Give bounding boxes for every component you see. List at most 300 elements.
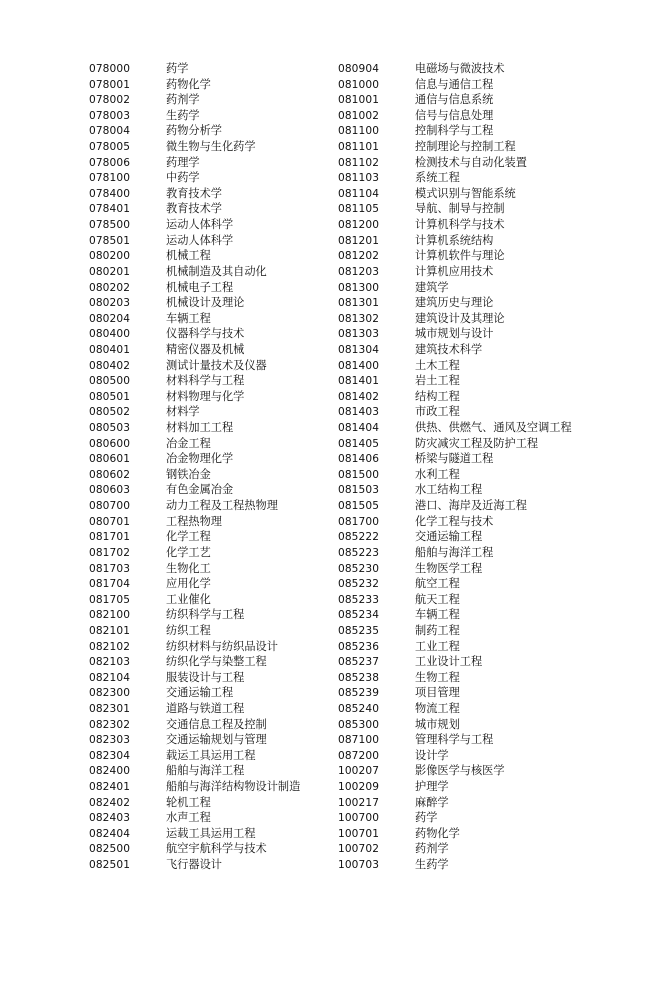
- program-name: 教育技术学: [166, 202, 222, 216]
- program-name: 计算机系统结构: [415, 233, 494, 247]
- program-code: 081705: [89, 593, 131, 606]
- program-name: 制药工程: [415, 623, 460, 637]
- program-name: 中药学: [166, 171, 200, 185]
- program-code: 082300: [89, 687, 131, 700]
- list-item: [89, 529, 300, 545]
- program-code: 080203: [89, 297, 131, 310]
- program-name: 仪器科学与技术: [166, 327, 245, 341]
- program-name: 建筑历史与理论: [415, 296, 494, 310]
- program-name: 飞行器设计: [166, 858, 222, 872]
- program-code: 081304: [338, 343, 380, 356]
- list-item: [89, 795, 300, 811]
- program-code: 085238: [338, 671, 380, 684]
- program-code: 100207: [338, 765, 380, 778]
- list-item: [89, 498, 300, 514]
- program-name: 教育技术学: [166, 186, 222, 200]
- program-code: 078000: [89, 63, 131, 75]
- program-name: 微生物与生化药学: [166, 140, 256, 154]
- program-code: 080200: [89, 250, 131, 263]
- program-code: 080401: [89, 343, 131, 356]
- list-item: [89, 233, 300, 249]
- list-item: [338, 623, 572, 639]
- program-code: 081001: [338, 94, 380, 107]
- list-item: [338, 389, 572, 405]
- list-item: [89, 389, 300, 405]
- list-item: [338, 264, 572, 280]
- program-code: 085240: [338, 702, 380, 715]
- program-code: 081404: [338, 422, 380, 435]
- program-code: 080904: [338, 63, 380, 75]
- list-item: [338, 201, 572, 217]
- program-code: 081201: [338, 234, 380, 247]
- list-item: [338, 404, 572, 420]
- program-name: 船舶与海洋工程: [415, 545, 494, 559]
- list-item: [338, 607, 572, 623]
- program-name: 管理科学与工程: [415, 733, 494, 747]
- program-name: 药物分析学: [166, 124, 222, 138]
- list-item: [89, 139, 300, 155]
- program-code: 082301: [89, 702, 131, 715]
- program-name: 工业工程: [415, 639, 460, 653]
- list-item: [89, 77, 300, 93]
- program-name: 机械制造及其自动化: [166, 264, 267, 278]
- program-code: 085234: [338, 609, 380, 622]
- list-item: [338, 482, 572, 498]
- list-item: [338, 420, 572, 436]
- program-code: 081102: [338, 156, 380, 169]
- program-code: 100217: [338, 796, 380, 809]
- program-code: 080201: [89, 265, 131, 278]
- program-code: 078006: [89, 156, 131, 169]
- list-item: [338, 295, 572, 311]
- program-name: 船舶与海洋工程: [166, 764, 245, 778]
- program-code: 081703: [89, 562, 131, 575]
- program-code: 081400: [338, 359, 380, 372]
- program-name: 载运工具运用工程: [166, 748, 256, 762]
- program-code: 081101: [338, 141, 380, 154]
- list-item: [338, 358, 572, 374]
- program-code: 081403: [338, 406, 380, 419]
- program-code: 085232: [338, 578, 380, 591]
- list-item: [89, 576, 300, 592]
- program-code: 082403: [89, 812, 131, 825]
- program-name: 运动人体科学: [166, 233, 234, 247]
- program-code: 080700: [89, 500, 131, 513]
- program-name: 药学: [415, 811, 438, 825]
- program-code: 081406: [338, 453, 380, 466]
- program-name: 药物化学: [415, 826, 460, 840]
- program-code: 087100: [338, 734, 380, 747]
- program-code: 100700: [338, 812, 380, 825]
- program-code: 080202: [89, 281, 131, 294]
- program-code: 082401: [89, 781, 131, 794]
- program-name: 控制科学与工程: [415, 124, 494, 138]
- list-item: [338, 561, 572, 577]
- program-code: 078005: [89, 141, 131, 154]
- program-code: 078401: [89, 203, 131, 216]
- list-item: [338, 826, 572, 842]
- program-name: 生药学: [166, 108, 200, 122]
- list-item: [89, 654, 300, 670]
- list-item: [89, 748, 300, 764]
- program-name: 建筑技术科学: [415, 342, 483, 356]
- list-item: [89, 732, 300, 748]
- program-code: 080603: [89, 484, 131, 497]
- program-name: 工业催化: [166, 592, 211, 606]
- list-item: [338, 685, 572, 701]
- program-code: 081105: [338, 203, 380, 216]
- list-item: [338, 795, 572, 811]
- program-code: 100703: [338, 859, 380, 872]
- program-name: 精密仪器及机械: [166, 342, 245, 356]
- program-name: 药物化学: [166, 77, 211, 91]
- program-name: 检测技术与自动化装置: [415, 155, 527, 169]
- program-code: 085239: [338, 687, 380, 700]
- program-name: 生物医学工程: [415, 561, 483, 575]
- list-item: [89, 810, 300, 826]
- list-item: [338, 701, 572, 717]
- program-code: 080601: [89, 453, 131, 466]
- list-item: [89, 248, 300, 264]
- program-name: 麻醉学: [415, 795, 449, 809]
- program-code: 080701: [89, 515, 131, 528]
- program-name: 动力工程及工程热物理: [166, 499, 278, 513]
- list-item: [89, 561, 300, 577]
- program-code: 082501: [89, 859, 131, 872]
- program-code: 085300: [338, 718, 380, 731]
- program-code: 080503: [89, 422, 131, 435]
- program-name: 桥梁与隧道工程: [415, 452, 494, 466]
- program-name: 结构工程: [415, 389, 460, 403]
- list-item: [89, 280, 300, 296]
- list-item: [89, 123, 300, 139]
- list-item: [338, 170, 572, 186]
- list-item: [338, 436, 572, 452]
- list-item: [89, 841, 300, 857]
- list-item: [338, 810, 572, 826]
- list-item: [89, 763, 300, 779]
- list-item: [89, 826, 300, 842]
- program-code: 080400: [89, 328, 131, 341]
- program-name: 交通运输工程: [415, 530, 483, 544]
- program-name: 运载工具运用工程: [166, 826, 256, 840]
- program-code: 078004: [89, 125, 131, 138]
- program-code: 082304: [89, 749, 131, 762]
- program-name: 影像医学与核医学: [415, 764, 505, 778]
- program-name: 机械电子工程: [166, 280, 234, 294]
- program-name: 化学工程与技术: [415, 514, 494, 528]
- list-item: [338, 92, 572, 108]
- program-name: 物流工程: [415, 701, 460, 715]
- program-code: 081402: [338, 390, 380, 403]
- program-name: 建筑设计及其理论: [415, 311, 505, 325]
- list-item: [89, 545, 300, 561]
- program-name: 化学工艺: [166, 545, 211, 559]
- program-code: 080204: [89, 312, 131, 325]
- list-item: [338, 514, 572, 530]
- program-name: 药剂学: [166, 93, 200, 107]
- list-item: [89, 326, 300, 342]
- list-item: [89, 108, 300, 124]
- program-code: 081200: [338, 219, 380, 232]
- program-code: 081405: [338, 437, 380, 450]
- list-item: [89, 701, 300, 717]
- program-code: 085230: [338, 562, 380, 575]
- program-name: 设计学: [415, 748, 449, 762]
- program-name: 纺织工程: [166, 623, 211, 637]
- program-name: 项目管理: [415, 686, 460, 700]
- program-code: 082100: [89, 609, 131, 622]
- list-item: [89, 857, 300, 873]
- list-item: [338, 311, 572, 327]
- program-name: 钢铁冶金: [166, 467, 211, 481]
- left-column: [89, 61, 300, 873]
- program-code: 081203: [338, 265, 380, 278]
- list-item: [89, 295, 300, 311]
- program-code: 082500: [89, 843, 131, 856]
- list-item: [338, 545, 572, 561]
- program-code: 081401: [338, 375, 380, 388]
- program-name: 防灾减灾工程及防护工程: [415, 436, 539, 450]
- list-item: [338, 123, 572, 139]
- list-item: [89, 358, 300, 374]
- list-item: [89, 264, 300, 280]
- program-code: 100209: [338, 781, 380, 794]
- list-item: [338, 498, 572, 514]
- program-name: 化学工程: [166, 530, 211, 544]
- list-item: [89, 311, 300, 327]
- program-code: 082302: [89, 718, 131, 731]
- program-name: 冶金工程: [166, 436, 211, 450]
- list-item: [338, 841, 572, 857]
- program-code: 082101: [89, 624, 131, 637]
- list-item: [338, 326, 572, 342]
- program-code: 081104: [338, 187, 380, 200]
- list-item: [89, 639, 300, 655]
- list-item: [338, 670, 572, 686]
- list-item: [89, 186, 300, 202]
- list-item: [338, 139, 572, 155]
- program-code: 081505: [338, 500, 380, 513]
- list-item: [338, 186, 572, 202]
- program-code: 078002: [89, 94, 131, 107]
- list-item: [89, 404, 300, 420]
- program-name: 系统工程: [415, 171, 460, 185]
- program-code: 085222: [338, 531, 380, 544]
- list-item: [338, 654, 572, 670]
- list-item: [338, 342, 572, 358]
- program-name: 港口、海岸及近海工程: [415, 499, 527, 513]
- program-name: 城市规划: [415, 717, 460, 731]
- program-name: 纺织科学与工程: [166, 608, 245, 622]
- program-code: 080602: [89, 468, 131, 481]
- program-code: 087200: [338, 749, 380, 762]
- program-code: 080402: [89, 359, 131, 372]
- list-item: [89, 451, 300, 467]
- program-name: 材料加工工程: [166, 421, 234, 435]
- list-item: [338, 857, 572, 873]
- list-item: [89, 592, 300, 608]
- program-code: 082402: [89, 796, 131, 809]
- program-name: 交通运输工程: [166, 686, 234, 700]
- list-item: [338, 732, 572, 748]
- program-name: 水利工程: [415, 467, 460, 481]
- list-item: [89, 685, 300, 701]
- program-code: 078400: [89, 187, 131, 200]
- list-item: [89, 217, 300, 233]
- program-code: 085223: [338, 546, 380, 559]
- list-item: [338, 763, 572, 779]
- list-item: [338, 576, 572, 592]
- program-name: 轮机工程: [166, 795, 211, 809]
- list-item: [89, 607, 300, 623]
- program-name: 药剂学: [415, 842, 449, 856]
- list-item: [89, 373, 300, 389]
- list-item: [338, 61, 572, 77]
- program-code: 081300: [338, 281, 380, 294]
- program-name: 市政工程: [415, 405, 460, 419]
- program-code: 081701: [89, 531, 131, 544]
- program-code: 081100: [338, 125, 380, 138]
- program-name: 机械工程: [166, 249, 211, 263]
- program-code: 081700: [338, 515, 380, 528]
- list-item: [89, 467, 300, 483]
- program-name: 航空宇航科学与技术: [166, 842, 267, 856]
- program-name: 有色金属冶金: [166, 483, 234, 497]
- list-item: [338, 280, 572, 296]
- program-name: 水声工程: [166, 811, 211, 825]
- program-name: 城市规划与设计: [415, 327, 494, 341]
- program-name: 药理学: [166, 155, 200, 169]
- program-name: 生物工程: [415, 670, 460, 684]
- list-item: [89, 155, 300, 171]
- program-code: 085235: [338, 624, 380, 637]
- program-name: 通信与信息系统: [415, 93, 494, 107]
- list-item: [338, 779, 572, 795]
- list-item: [89, 482, 300, 498]
- program-name: 供热、供燃气、通风及空调工程: [415, 421, 572, 435]
- program-name: 材料物理与化学: [166, 389, 245, 403]
- program-code: 082400: [89, 765, 131, 778]
- list-item: [89, 92, 300, 108]
- program-name: 服装设计与工程: [166, 670, 245, 684]
- program-code: 081704: [89, 578, 131, 591]
- program-name: 药学: [166, 62, 189, 75]
- program-code: 078003: [89, 109, 131, 122]
- list-item: [338, 748, 572, 764]
- list-item: [89, 436, 300, 452]
- program-name: 信号与信息处理: [415, 108, 494, 122]
- list-item: [89, 61, 300, 77]
- program-code: 080502: [89, 406, 131, 419]
- list-item: [89, 623, 300, 639]
- list-item: [338, 529, 572, 545]
- program-code: 081103: [338, 172, 380, 185]
- program-name: 纺织材料与纺织品设计: [166, 639, 278, 653]
- list-item: [89, 779, 300, 795]
- program-code: 082103: [89, 656, 131, 669]
- program-name: 航天工程: [415, 592, 460, 606]
- program-code: 078100: [89, 172, 131, 185]
- program-name: 应用化学: [166, 577, 211, 591]
- program-name: 计算机科学与技术: [415, 218, 505, 232]
- program-code: 100702: [338, 843, 380, 856]
- program-name: 测试计量技术及仪器: [166, 358, 267, 372]
- program-name: 道路与铁道工程: [166, 701, 245, 715]
- program-name: 计算机软件与理论: [415, 249, 505, 263]
- list-item: [89, 717, 300, 733]
- program-code: 085233: [338, 593, 380, 606]
- program-code: 082404: [89, 827, 131, 840]
- program-code: 078501: [89, 234, 131, 247]
- program-name: 生药学: [415, 858, 449, 872]
- program-code: 081302: [338, 312, 380, 325]
- list-item: [89, 514, 300, 530]
- program-name: 纺织化学与染整工程: [166, 655, 267, 669]
- program-name: 水工结构工程: [415, 483, 483, 497]
- program-name: 电磁场与微波技术: [415, 62, 505, 75]
- program-code: 081002: [338, 109, 380, 122]
- program-name: 交通信息工程及控制: [166, 717, 267, 731]
- program-code: 080600: [89, 437, 131, 450]
- program-name: 机械设计及理论: [166, 296, 245, 310]
- program-code: 081702: [89, 546, 131, 559]
- list-item: [89, 420, 300, 436]
- program-code: 081500: [338, 468, 380, 481]
- list-item: [338, 451, 572, 467]
- program-name: 土木工程: [415, 358, 460, 372]
- list-item: [89, 201, 300, 217]
- list-item: [89, 670, 300, 686]
- list-item: [338, 77, 572, 93]
- program-name: 航空工程: [415, 577, 460, 591]
- program-name: 建筑学: [415, 280, 449, 294]
- list-item: [338, 373, 572, 389]
- program-name: 车辆工程: [166, 311, 211, 325]
- program-name: 工业设计工程: [415, 655, 483, 669]
- program-code: 081202: [338, 250, 380, 263]
- program-code: 082102: [89, 640, 131, 653]
- program-name: 材料学: [166, 405, 200, 419]
- program-code: 078500: [89, 219, 131, 232]
- list-item: [338, 592, 572, 608]
- list-item: [338, 639, 572, 655]
- list-item: [338, 155, 572, 171]
- list-item: [338, 233, 572, 249]
- program-name: 导航、制导与控制: [415, 202, 505, 216]
- program-code: 085236: [338, 640, 380, 653]
- program-code: 081301: [338, 297, 380, 310]
- program-code: 081503: [338, 484, 380, 497]
- list-item: [338, 217, 572, 233]
- program-name: 控制理论与控制工程: [415, 140, 516, 154]
- program-name: 护理学: [415, 780, 449, 794]
- list-item: [338, 467, 572, 483]
- program-code: 100701: [338, 827, 380, 840]
- program-code: 081000: [338, 78, 380, 91]
- list-item: [338, 248, 572, 264]
- program-code: 080500: [89, 375, 131, 388]
- program-code: 080501: [89, 390, 131, 403]
- program-code: 082303: [89, 734, 131, 747]
- program-code: 078001: [89, 78, 131, 91]
- program-name: 交通运输规划与管理: [166, 733, 267, 747]
- program-name: 生物化工: [166, 561, 211, 575]
- program-name: 船舶与海洋结构物设计制造: [166, 780, 301, 794]
- program-name: 车辆工程: [415, 608, 460, 622]
- program-code: 081303: [338, 328, 380, 341]
- program-name: 运动人体科学: [166, 218, 234, 232]
